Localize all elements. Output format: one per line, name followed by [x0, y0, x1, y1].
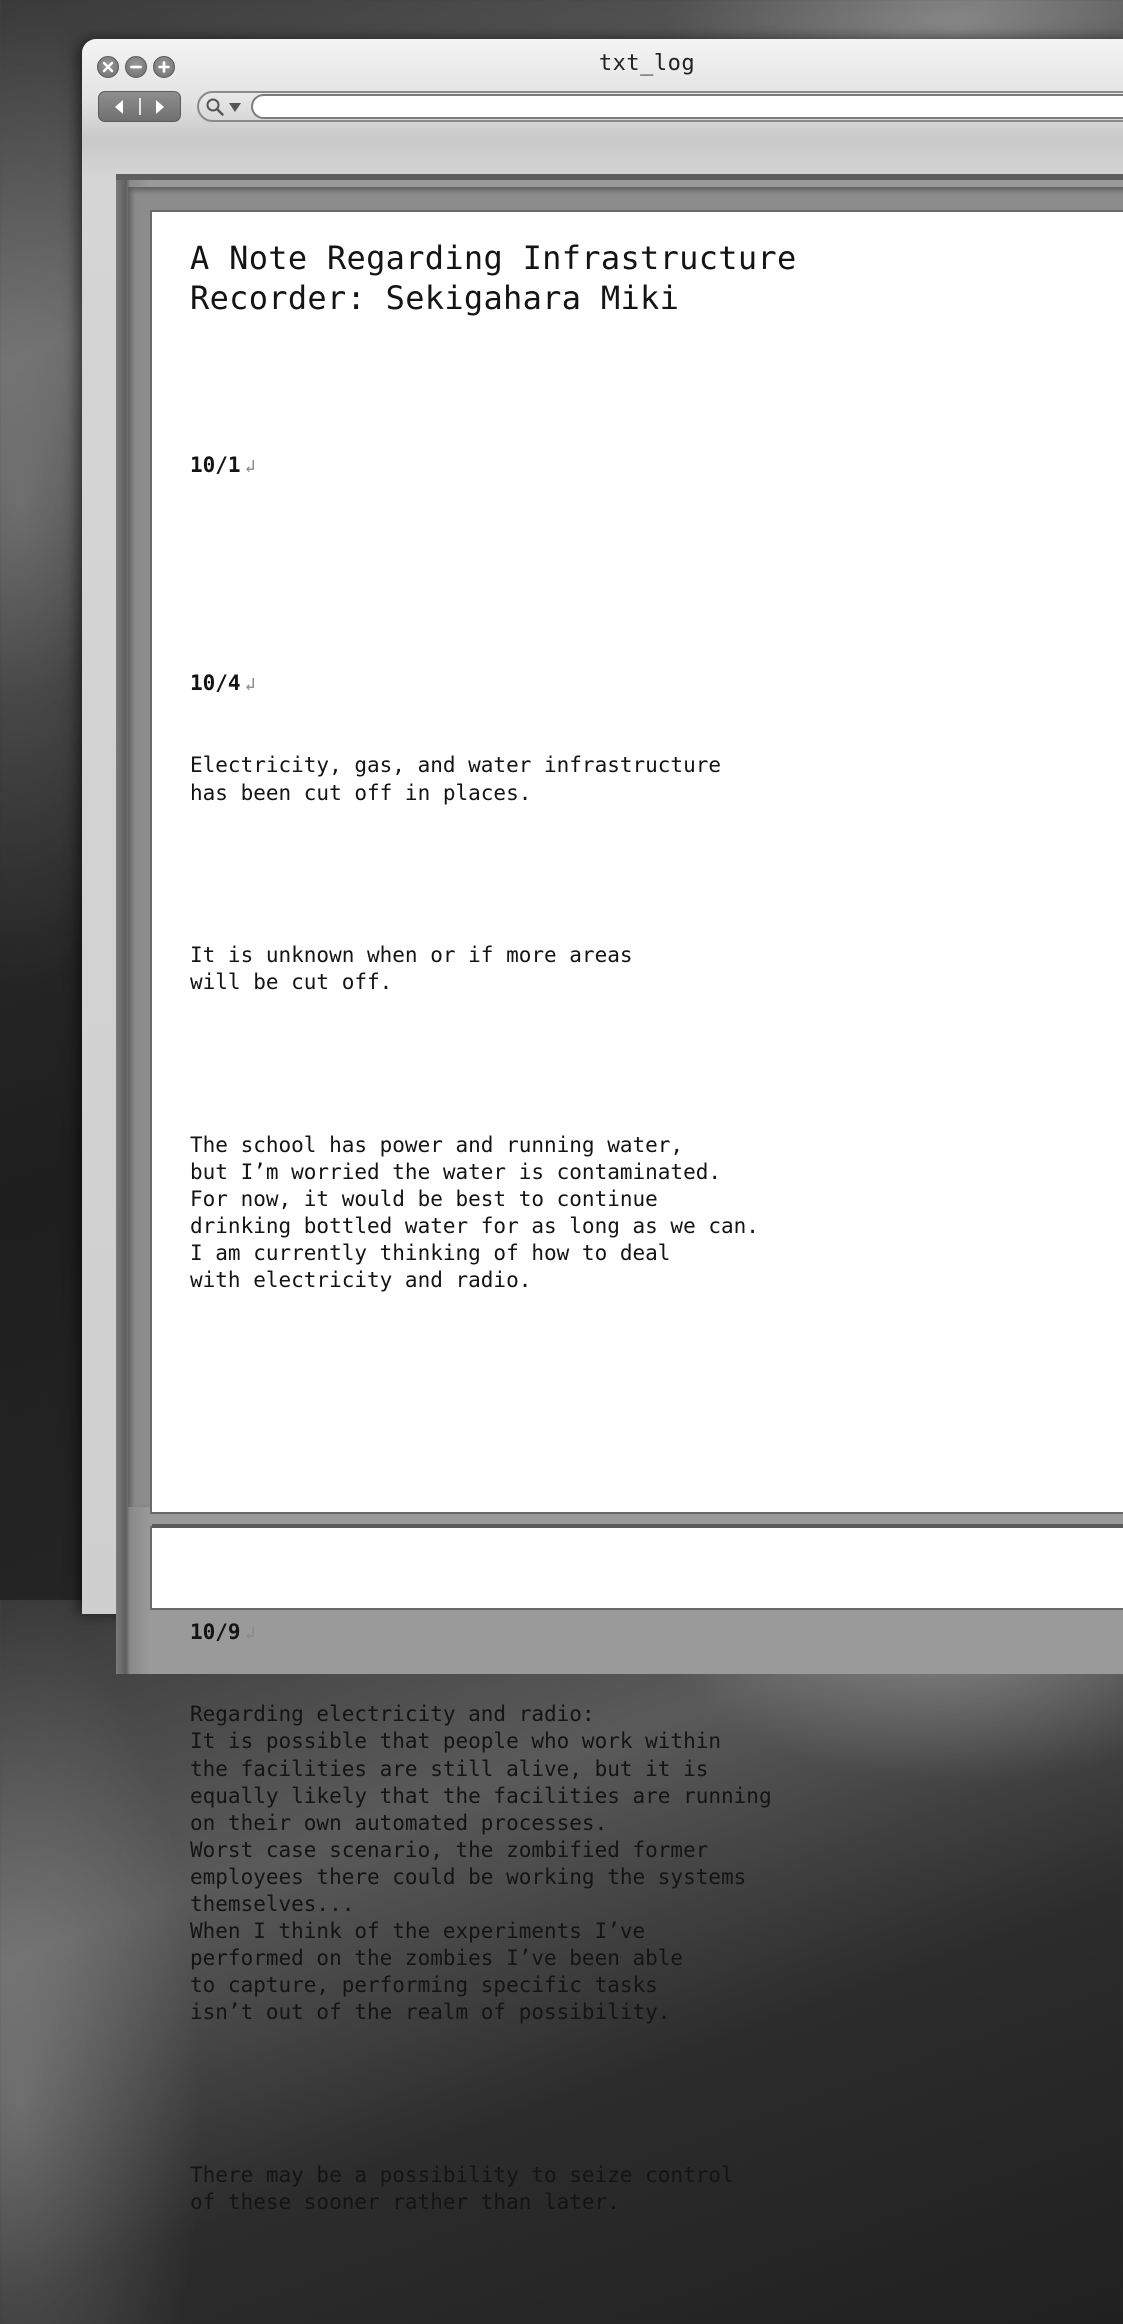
document-content — [190, 238, 797, 2324]
entry-date: 10/4 ↲ — [190, 671, 256, 696]
next-page — [152, 1528, 1123, 1608]
search-icon — [205, 97, 225, 117]
address-bar — [197, 91, 1123, 122]
back-arrow-icon — [113, 99, 125, 115]
navigation-buttons — [98, 91, 181, 122]
address-input[interactable] — [251, 94, 1123, 119]
title-line-1: A Note Regarding Infrastructure — [190, 239, 797, 277]
document-body — [190, 344, 797, 2324]
title-bar[interactable] — [82, 39, 1123, 87]
return-mark-icon: ↲ — [244, 1623, 256, 1645]
forward-arrow-icon — [154, 99, 166, 115]
document-page[interactable] — [152, 212, 1123, 2214]
document-title — [190, 238, 797, 318]
entry-paragraph: It is unknown when or if more areas will be cut off. — [190, 942, 633, 995]
entry-date: 10/1 ↲ — [190, 453, 256, 478]
toolbar — [82, 89, 1123, 129]
entry-date: 10/9 ↲ — [190, 1620, 256, 1645]
entry-paragraph: Electricity, gas, and water infrastructure has been cut off in places. — [190, 753, 722, 805]
entry-paragraph: Regarding electricity and radio: It is possible that people who work within the facilities are still alive, but it is equally likely that the facilities are running on their own automated processes. Worst case scenario, the zombified former employees there could be working the systems themselves... When I think of the experiments I’ve performed on the zombies I’ve been able to capture, performing specific tasks isn’t out of the realm of possibility. — [190, 1702, 772, 2025]
dropdown-triangle-icon — [228, 101, 242, 113]
return-mark-icon: ↲ — [244, 674, 256, 696]
entry-paragraph: The school has power and running water, but I’m worried the water is contaminated. For now, it would be best to continue drinking bottled water for as long as we can. I am currently thinking of how to deal with electricity and radio. — [190, 1132, 759, 1292]
window-title: txt_log — [598, 51, 696, 76]
forward-button[interactable] — [141, 92, 181, 121]
entry-paragraph: There may be a possibility to seize control of these sooner rather than later. — [190, 2162, 734, 2214]
search-menu-button[interactable] — [205, 97, 253, 117]
title-line-2: Recorder: Sekigahara Miki — [190, 279, 680, 317]
log-entry — [190, 398, 797, 534]
return-mark-icon: ↲ — [244, 456, 256, 478]
log-entry — [190, 1565, 797, 2270]
back-button[interactable] — [99, 92, 139, 121]
log-entry — [190, 616, 797, 1348]
